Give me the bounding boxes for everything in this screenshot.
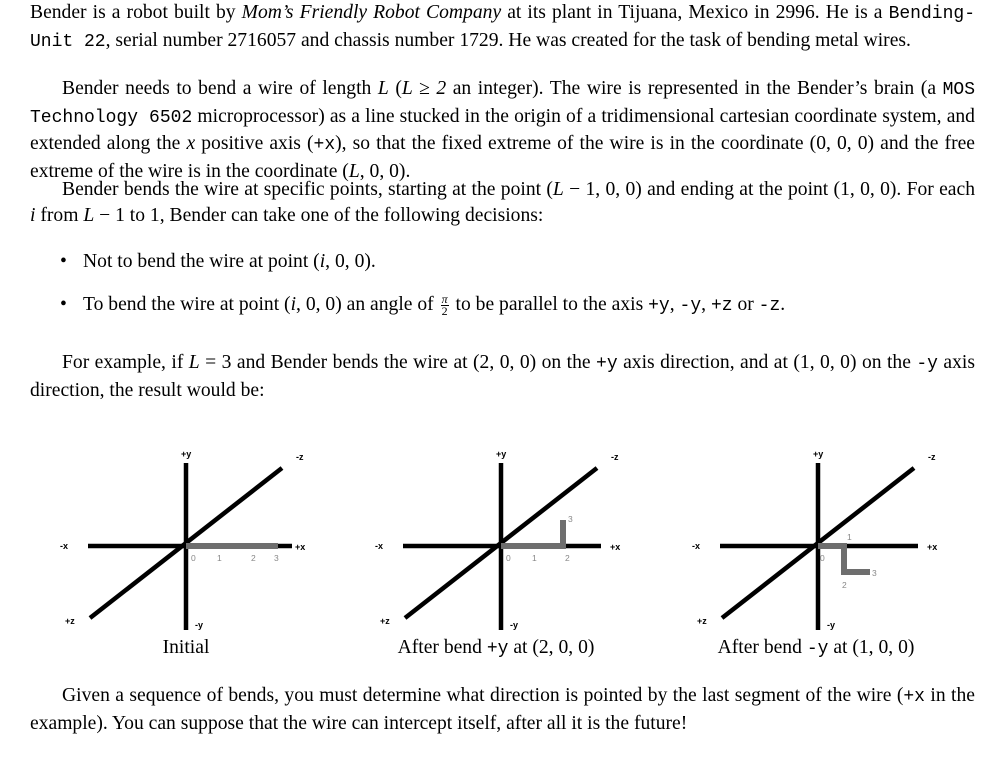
axis-label-minus-z: -z [296,452,304,462]
paragraph-wire: Bender needs to bend a wire of length L (L ≥ 2 an integer). The wire is represented in the Bender’s brain (a MOS Technology 6502 microprocessor) as a line stucked in the origin of a tridimensional cartesian coordinate system, and extended along the x positive axis (+x), so that the fixed extreme of the wire is in the coordinate (0, 0, 0) and the free extreme of the wire is in the coordinate (L, 0, 0). [30,78,975,182]
axis-label-plus-x: +x [295,542,306,552]
wire-segment [818,546,870,572]
tick-label: 2 [251,553,256,563]
tick-label: 2 [842,580,847,590]
tick-label: 2 [565,553,570,563]
axis-label-plus-z: +z [697,616,707,626]
axis-label-plus-x: +x [610,542,621,552]
axis-label-minus-y: -y [195,620,204,630]
tick-label: 1 [532,553,537,563]
axis-label-minus-x: -x [375,541,384,551]
tick-label: 3 [568,514,573,524]
axis-label-plus-z: +z [65,616,75,626]
axis-label-plus-z: +z [380,616,390,626]
axes-diagram-bend-minus-y [682,430,972,630]
diagram-bend-minus-y [682,430,972,630]
diagram-initial [50,430,340,630]
paragraph-bend: Bender bends the wire at specific points, starting at the point (L − 1, 0, 0) and ending at the point (1, 0, 0). For each i from L − 1 to 1, Bender can take one of the following decisions: [30,179,975,226]
axis-label-plus-y: +y [181,449,192,459]
axis-label-minus-y: -y [827,620,836,630]
axis-label-plus-y: +y [813,449,824,459]
example-figure [0,430,1006,670]
company-name: Mom’s Friendly Robot Company [241,2,502,23]
caption-bend-minus-y: After bend -y at (1, 0, 0) [717,637,915,659]
axis-label-minus-x: -x [60,541,69,551]
axis-label-minus-z: -z [928,452,936,462]
tick-label: 0 [506,553,511,563]
list-item: • To bend the wire at point (i, 0, 0) an angle of $\frac{\pi}{2}$ to be parallel to the axis +y, -y, +z or -z. [30,292,975,320]
model-name: Bending-Unit 22 [30,4,975,52]
axis-label-minus-y: -y [510,620,519,630]
cpu-name: MOS Technology 6502 [30,80,975,128]
axes-diagram-initial [50,430,340,630]
decision-list [30,249,975,319]
tick-label: 1 [217,553,222,563]
paragraph-example: For example, if L = 3 and Bender bends the wire at (2, 0, 0) on the +y axis direction, and at (1, 0, 0) on the -y axis direction, the result would be: [30,352,975,401]
caption-initial: Initial [162,637,210,658]
tick-label: 1 [847,532,852,542]
axis-label-minus-x: -x [692,541,701,551]
paragraph-task: Given a sequence of bends, you must determine what direction is pointed by the last segment of the wire (+x in the example). You can suppose that the wire can intercept itself, after all it is the future! [30,685,975,734]
axis-label-minus-z: -z [611,452,619,462]
caption-bend-plus-y: After bend +y at (2, 0, 0) [397,637,595,659]
list-item: • Not to bend the wire at point (i, 0, 0). [30,249,975,275]
tick-label: 3 [872,568,877,578]
axis-label-plus-y: +y [496,449,507,459]
tick-label: 0 [191,553,196,563]
paragraph-intro: Bender is a robot built by Mom’s Friendly Robot Company at its plant in Tijuana, Mexico in 2996. He is a Bending-Unit 22, serial number 2716057 and chassis number 1729. He was created for the task of bending metal wires. [30,2,975,52]
axes-diagram-bend-plus-y [365,430,655,630]
diagram-bend-plus-y [365,430,655,630]
tick-label: 3 [274,553,279,563]
pi-over-two: $\frac{\pi}{2}$ [441,291,448,318]
tick-label: 0 [820,553,825,563]
axis-label-plus-x: +x [927,542,938,552]
